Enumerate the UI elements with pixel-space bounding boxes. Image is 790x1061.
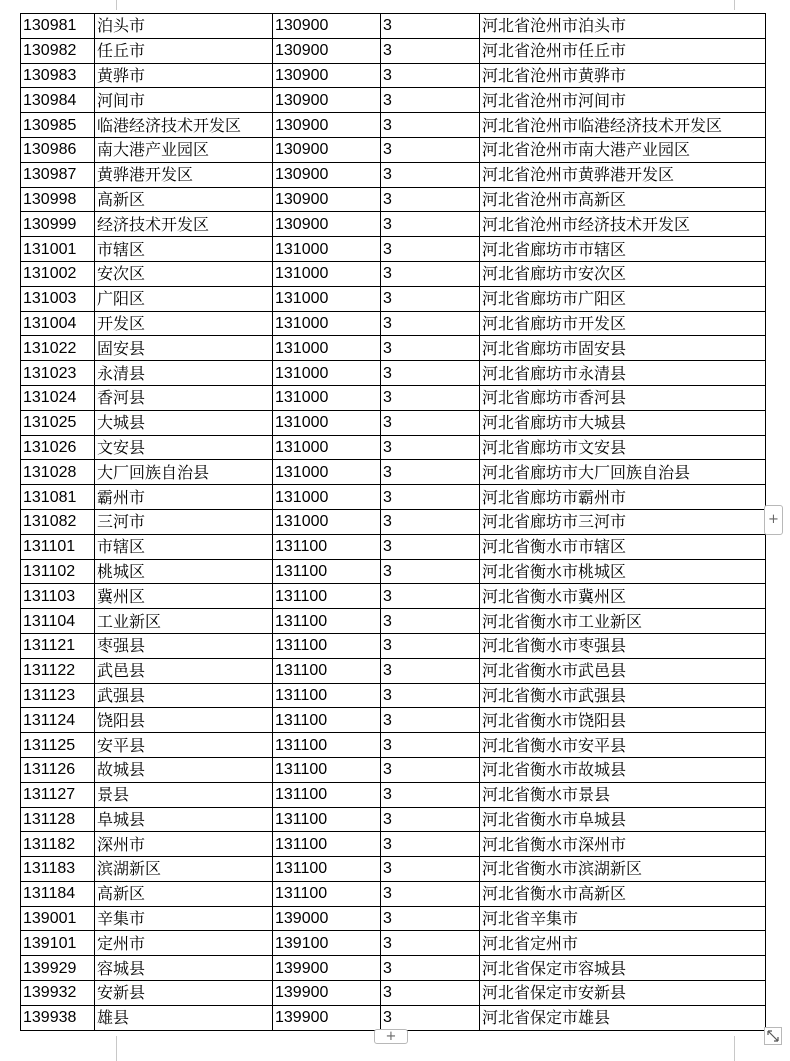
level-cell[interactable]: 3 xyxy=(381,460,480,485)
region-code-cell[interactable]: 131124 xyxy=(21,708,95,733)
level-cell[interactable]: 3 xyxy=(381,162,480,187)
region-name-cell[interactable]: 阜城县 xyxy=(95,807,273,832)
full-name-cell[interactable]: 河北省廊坊市大城县 xyxy=(480,410,766,435)
region-code-cell[interactable]: 131002 xyxy=(21,261,95,286)
full-name-cell[interactable]: 河北省廊坊市霸州市 xyxy=(480,485,766,510)
parent-code-cell[interactable]: 131100 xyxy=(273,881,381,906)
region-code-cell[interactable]: 139932 xyxy=(21,981,95,1006)
full-name-cell[interactable]: 河北省衡水市故城县 xyxy=(480,757,766,782)
resize-diagonal-icon xyxy=(765,1028,781,1044)
parent-code-cell[interactable]: 130900 xyxy=(273,88,381,113)
table-row xyxy=(21,584,766,609)
region-name-cell[interactable]: 武邑县 xyxy=(95,658,273,683)
region-code-cell[interactable]: 130998 xyxy=(21,187,95,212)
table-row xyxy=(21,931,766,956)
table-row xyxy=(21,14,766,39)
table-row xyxy=(21,162,766,187)
region-code-cell[interactable]: 139101 xyxy=(21,931,95,956)
parent-code-cell[interactable]: 131000 xyxy=(273,460,381,485)
region-name-cell[interactable]: 黄骅市 xyxy=(95,63,273,88)
table-row xyxy=(21,460,766,485)
level-cell[interactable]: 3 xyxy=(381,683,480,708)
level-cell[interactable]: 3 xyxy=(381,509,480,534)
level-cell[interactable]: 3 xyxy=(381,485,480,510)
full-name-cell[interactable]: 河北省衡水市武邑县 xyxy=(480,658,766,683)
table-row xyxy=(21,733,766,758)
full-name-cell[interactable]: 河北省廊坊市永清县 xyxy=(480,361,766,386)
table-row xyxy=(21,534,766,559)
region-code-cell[interactable]: 131127 xyxy=(21,782,95,807)
region-name-cell[interactable]: 辛集市 xyxy=(95,906,273,931)
level-cell[interactable]: 3 xyxy=(381,559,480,584)
parent-code-cell[interactable]: 139900 xyxy=(273,1005,381,1030)
parent-code-cell[interactable]: 130900 xyxy=(273,187,381,212)
full-name-cell[interactable]: 河北省廊坊市安次区 xyxy=(480,261,766,286)
region-code-cell[interactable]: 131028 xyxy=(21,460,95,485)
region-code-cell[interactable]: 130981 xyxy=(21,14,95,39)
region-name-cell[interactable]: 饶阳县 xyxy=(95,708,273,733)
full-name-cell[interactable]: 河北省定州市 xyxy=(480,931,766,956)
full-name-cell[interactable]: 河北省沧州市黄骅市 xyxy=(480,63,766,88)
level-cell[interactable]: 3 xyxy=(381,261,480,286)
level-cell[interactable]: 3 xyxy=(381,435,480,460)
region-code-cell[interactable]: 131082 xyxy=(21,509,95,534)
table-row xyxy=(21,609,766,634)
full-name-cell[interactable]: 河北省廊坊市香河县 xyxy=(480,385,766,410)
region-name-cell[interactable]: 安次区 xyxy=(95,261,273,286)
level-cell[interactable]: 3 xyxy=(381,237,480,262)
table-body xyxy=(21,14,766,1031)
table-row xyxy=(21,633,766,658)
region-name-cell[interactable]: 三河市 xyxy=(95,509,273,534)
parent-code-cell[interactable]: 130900 xyxy=(273,137,381,162)
region-code-cell[interactable]: 131184 xyxy=(21,881,95,906)
region-code-cell[interactable]: 139001 xyxy=(21,906,95,931)
parent-code-cell[interactable]: 139000 xyxy=(273,906,381,931)
region-code-cell[interactable]: 131121 xyxy=(21,633,95,658)
level-cell[interactable]: 3 xyxy=(381,38,480,63)
parent-code-cell[interactable]: 131000 xyxy=(273,410,381,435)
parent-code-cell[interactable]: 131100 xyxy=(273,857,381,882)
region-name-cell[interactable]: 临港经济技术开发区 xyxy=(95,113,273,138)
region-code-cell[interactable]: 131103 xyxy=(21,584,95,609)
table-row xyxy=(21,981,766,1006)
level-cell[interactable]: 3 xyxy=(381,733,480,758)
table-row xyxy=(21,881,766,906)
level-cell[interactable]: 3 xyxy=(381,609,480,634)
full-name-cell[interactable]: 河北省廊坊市市辖区 xyxy=(480,237,766,262)
region-code-table xyxy=(20,13,766,1031)
full-name-cell[interactable]: 河北省沧州市黄骅港开发区 xyxy=(480,162,766,187)
full-name-cell[interactable]: 河北省沧州市高新区 xyxy=(480,187,766,212)
region-name-cell[interactable]: 大厂回族自治县 xyxy=(95,460,273,485)
region-name-cell[interactable]: 高新区 xyxy=(95,187,273,212)
table-row xyxy=(21,311,766,336)
region-code-cell[interactable]: 131024 xyxy=(21,385,95,410)
level-cell[interactable]: 3 xyxy=(381,708,480,733)
full-name-cell[interactable]: 河北省保定市容城县 xyxy=(480,956,766,981)
full-name-cell[interactable]: 河北省沧州市河间市 xyxy=(480,88,766,113)
region-code-cell[interactable]: 131182 xyxy=(21,832,95,857)
region-code-cell[interactable]: 131128 xyxy=(21,807,95,832)
full-name-cell[interactable]: 河北省衡水市武强县 xyxy=(480,683,766,708)
region-code-cell[interactable]: 131101 xyxy=(21,534,95,559)
region-code-cell[interactable]: 131022 xyxy=(21,336,95,361)
region-code-cell[interactable]: 131123 xyxy=(21,683,95,708)
full-name-cell[interactable]: 河北省廊坊市文安县 xyxy=(480,435,766,460)
full-name-cell[interactable]: 河北省沧州市临港经济技术开发区 xyxy=(480,113,766,138)
region-code-cell[interactable]: 131004 xyxy=(21,311,95,336)
level-cell[interactable]: 3 xyxy=(381,187,480,212)
region-code-cell[interactable]: 130984 xyxy=(21,88,95,113)
page-corner-mark xyxy=(116,1036,117,1061)
level-cell[interactable]: 3 xyxy=(381,931,480,956)
table-row xyxy=(21,63,766,88)
parent-code-cell[interactable]: 130900 xyxy=(273,14,381,39)
parent-code-cell[interactable]: 131100 xyxy=(273,832,381,857)
table-row xyxy=(21,38,766,63)
table-row xyxy=(21,832,766,857)
level-cell[interactable]: 3 xyxy=(381,113,480,138)
full-name-cell[interactable]: 河北省沧州市任丘市 xyxy=(480,38,766,63)
region-code-cell[interactable]: 131025 xyxy=(21,410,95,435)
region-name-cell[interactable]: 容城县 xyxy=(95,956,273,981)
parent-code-cell[interactable]: 131100 xyxy=(273,757,381,782)
table-row xyxy=(21,509,766,534)
level-cell[interactable]: 3 xyxy=(381,633,480,658)
table-row xyxy=(21,385,766,410)
region-name-cell[interactable]: 南大港产业园区 xyxy=(95,137,273,162)
level-cell[interactable]: 3 xyxy=(381,286,480,311)
full-name-cell[interactable]: 河北省沧州市经济技术开发区 xyxy=(480,212,766,237)
table-row xyxy=(21,410,766,435)
level-cell[interactable]: 3 xyxy=(381,311,480,336)
region-name-cell[interactable]: 滨湖新区 xyxy=(95,857,273,882)
region-name-cell[interactable]: 高新区 xyxy=(95,881,273,906)
table-row xyxy=(21,485,766,510)
full-name-cell[interactable]: 河北省衡水市市辖区 xyxy=(480,534,766,559)
parent-code-cell[interactable]: 130900 xyxy=(273,162,381,187)
full-name-cell[interactable]: 河北省沧州市泊头市 xyxy=(480,14,766,39)
parent-code-cell[interactable]: 131000 xyxy=(273,286,381,311)
region-code-cell[interactable]: 130982 xyxy=(21,38,95,63)
region-name-cell[interactable]: 景县 xyxy=(95,782,273,807)
full-name-cell[interactable]: 河北省廊坊市固安县 xyxy=(480,336,766,361)
region-name-cell[interactable]: 冀州区 xyxy=(95,584,273,609)
parent-code-cell[interactable]: 131100 xyxy=(273,807,381,832)
level-cell[interactable]: 3 xyxy=(381,336,480,361)
full-name-cell[interactable]: 河北省辛集市 xyxy=(480,906,766,931)
add-column-button[interactable]: + xyxy=(764,505,783,535)
full-name-cell[interactable]: 河北省衡水市高新区 xyxy=(480,881,766,906)
level-cell[interactable]: 3 xyxy=(381,782,480,807)
table-row xyxy=(21,658,766,683)
table-row xyxy=(21,261,766,286)
parent-code-cell[interactable]: 131100 xyxy=(273,658,381,683)
parent-code-cell[interactable]: 131000 xyxy=(273,361,381,386)
level-cell[interactable]: 3 xyxy=(381,881,480,906)
region-code-cell[interactable]: 131023 xyxy=(21,361,95,386)
level-cell[interactable]: 3 xyxy=(381,658,480,683)
full-name-cell[interactable]: 河北省衡水市工业新区 xyxy=(480,609,766,634)
parent-code-cell[interactable]: 131000 xyxy=(273,435,381,460)
region-name-cell[interactable]: 黄骅港开发区 xyxy=(95,162,273,187)
table-resize-handle[interactable] xyxy=(764,1027,782,1045)
region-name-cell[interactable]: 开发区 xyxy=(95,311,273,336)
parent-code-cell[interactable]: 131100 xyxy=(273,633,381,658)
region-name-cell[interactable]: 武强县 xyxy=(95,683,273,708)
level-cell[interactable]: 3 xyxy=(381,981,480,1006)
parent-code-cell[interactable]: 130900 xyxy=(273,38,381,63)
add-row-button[interactable]: + xyxy=(374,1029,408,1044)
level-cell[interactable]: 3 xyxy=(381,410,480,435)
parent-code-cell[interactable]: 131100 xyxy=(273,683,381,708)
full-name-cell[interactable]: 河北省衡水市深州市 xyxy=(480,832,766,857)
region-code-cell[interactable]: 131001 xyxy=(21,237,95,262)
table-row xyxy=(21,137,766,162)
parent-code-cell[interactable]: 131000 xyxy=(273,311,381,336)
level-cell[interactable]: 3 xyxy=(381,361,480,386)
table-row xyxy=(21,237,766,262)
level-cell[interactable]: 3 xyxy=(381,956,480,981)
table-row xyxy=(21,435,766,460)
parent-code-cell[interactable]: 131000 xyxy=(273,485,381,510)
parent-code-cell[interactable]: 130900 xyxy=(273,113,381,138)
parent-code-cell[interactable]: 131100 xyxy=(273,584,381,609)
region-name-cell[interactable]: 任丘市 xyxy=(95,38,273,63)
region-code-cell[interactable]: 131122 xyxy=(21,658,95,683)
region-name-cell[interactable]: 枣强县 xyxy=(95,633,273,658)
region-name-cell[interactable]: 安平县 xyxy=(95,733,273,758)
table-row xyxy=(21,286,766,311)
region-name-cell[interactable]: 经济技术开发区 xyxy=(95,212,273,237)
region-name-cell[interactable]: 定州市 xyxy=(95,931,273,956)
region-code-cell[interactable]: 131126 xyxy=(21,757,95,782)
region-name-cell[interactable]: 大城县 xyxy=(95,410,273,435)
level-cell[interactable]: 3 xyxy=(381,88,480,113)
full-name-cell[interactable]: 河北省衡水市桃城区 xyxy=(480,559,766,584)
full-name-cell[interactable]: 河北省廊坊市大厂回族自治县 xyxy=(480,460,766,485)
level-cell[interactable]: 3 xyxy=(381,757,480,782)
parent-code-cell[interactable]: 131100 xyxy=(273,609,381,634)
region-code-cell[interactable]: 130985 xyxy=(21,113,95,138)
table-row xyxy=(21,857,766,882)
full-name-cell[interactable]: 河北省保定市雄县 xyxy=(480,1005,766,1030)
level-cell[interactable]: 3 xyxy=(381,534,480,559)
region-code-cell[interactable]: 130987 xyxy=(21,162,95,187)
table-row xyxy=(21,88,766,113)
region-code-cell[interactable]: 130986 xyxy=(21,137,95,162)
level-cell[interactable]: 3 xyxy=(381,385,480,410)
table-row xyxy=(21,559,766,584)
parent-code-cell[interactable]: 131000 xyxy=(273,385,381,410)
table-row xyxy=(21,807,766,832)
full-name-cell[interactable]: 河北省保定市安新县 xyxy=(480,981,766,1006)
parent-code-cell[interactable]: 131100 xyxy=(273,534,381,559)
level-cell[interactable]: 3 xyxy=(381,1005,480,1030)
table-row xyxy=(21,212,766,237)
region-name-cell[interactable]: 雄县 xyxy=(95,1005,273,1030)
region-code-cell[interactable]: 131003 xyxy=(21,286,95,311)
region-name-cell[interactable]: 安新县 xyxy=(95,981,273,1006)
page-corner-mark xyxy=(734,0,735,10)
full-name-cell[interactable]: 河北省衡水市安平县 xyxy=(480,733,766,758)
level-cell[interactable]: 3 xyxy=(381,832,480,857)
parent-code-cell[interactable]: 131000 xyxy=(273,336,381,361)
table-row xyxy=(21,187,766,212)
region-code-cell[interactable]: 131183 xyxy=(21,857,95,882)
parent-code-cell[interactable]: 131000 xyxy=(273,261,381,286)
region-code-cell[interactable]: 130983 xyxy=(21,63,95,88)
region-name-cell[interactable]: 市辖区 xyxy=(95,237,273,262)
full-name-cell[interactable]: 河北省衡水市冀州区 xyxy=(480,584,766,609)
region-code-cell[interactable]: 139929 xyxy=(21,956,95,981)
parent-code-cell[interactable]: 131100 xyxy=(273,733,381,758)
parent-code-cell[interactable]: 131100 xyxy=(273,708,381,733)
table-row xyxy=(21,361,766,386)
region-name-cell[interactable]: 市辖区 xyxy=(95,534,273,559)
table-row xyxy=(21,757,766,782)
page-corner-mark xyxy=(734,1036,735,1061)
region-code-cell[interactable]: 131081 xyxy=(21,485,95,510)
parent-code-cell[interactable]: 130900 xyxy=(273,63,381,88)
table-row xyxy=(21,956,766,981)
parent-code-cell[interactable]: 139900 xyxy=(273,981,381,1006)
full-name-cell[interactable]: 河北省廊坊市开发区 xyxy=(480,311,766,336)
region-name-cell[interactable]: 深州市 xyxy=(95,832,273,857)
full-name-cell[interactable]: 河北省廊坊市三河市 xyxy=(480,509,766,534)
region-name-cell[interactable]: 工业新区 xyxy=(95,609,273,634)
table-row xyxy=(21,336,766,361)
region-name-cell[interactable]: 文安县 xyxy=(95,435,273,460)
table-row xyxy=(21,782,766,807)
table-row xyxy=(21,683,766,708)
full-name-cell[interactable]: 河北省衡水市枣强县 xyxy=(480,633,766,658)
region-name-cell[interactable]: 固安县 xyxy=(95,336,273,361)
parent-code-cell[interactable]: 131100 xyxy=(273,782,381,807)
level-cell[interactable]: 3 xyxy=(381,906,480,931)
region-code-cell[interactable]: 131026 xyxy=(21,435,95,460)
full-name-cell[interactable]: 河北省衡水市饶阳县 xyxy=(480,708,766,733)
full-name-cell[interactable]: 河北省廊坊市广阳区 xyxy=(480,286,766,311)
region-name-cell[interactable]: 广阳区 xyxy=(95,286,273,311)
parent-code-cell[interactable]: 139900 xyxy=(273,956,381,981)
region-code-cell[interactable]: 131102 xyxy=(21,559,95,584)
level-cell[interactable]: 3 xyxy=(381,14,480,39)
table-row xyxy=(21,1005,766,1030)
region-code-cell[interactable]: 131104 xyxy=(21,609,95,634)
region-code-cell[interactable]: 139938 xyxy=(21,1005,95,1030)
full-name-cell[interactable]: 河北省衡水市滨湖新区 xyxy=(480,857,766,882)
region-name-cell[interactable]: 霸州市 xyxy=(95,485,273,510)
region-name-cell[interactable]: 香河县 xyxy=(95,385,273,410)
full-name-cell[interactable]: 河北省沧州市南大港产业园区 xyxy=(480,137,766,162)
full-name-cell[interactable]: 河北省衡水市景县 xyxy=(480,782,766,807)
page-corner-mark xyxy=(116,0,117,10)
parent-code-cell[interactable]: 130900 xyxy=(273,212,381,237)
level-cell[interactable]: 3 xyxy=(381,212,480,237)
region-name-cell[interactable]: 桃城区 xyxy=(95,559,273,584)
region-code-cell[interactable]: 130999 xyxy=(21,212,95,237)
region-name-cell[interactable]: 故城县 xyxy=(95,757,273,782)
region-code-cell[interactable]: 131125 xyxy=(21,733,95,758)
parent-code-cell[interactable]: 131000 xyxy=(273,509,381,534)
parent-code-cell[interactable]: 139100 xyxy=(273,931,381,956)
level-cell[interactable]: 3 xyxy=(381,137,480,162)
table-row xyxy=(21,113,766,138)
parent-code-cell[interactable]: 131100 xyxy=(273,559,381,584)
region-name-cell[interactable]: 河间市 xyxy=(95,88,273,113)
level-cell[interactable]: 3 xyxy=(381,63,480,88)
level-cell[interactable]: 3 xyxy=(381,857,480,882)
region-name-cell[interactable]: 永清县 xyxy=(95,361,273,386)
level-cell[interactable]: 3 xyxy=(381,807,480,832)
full-name-cell[interactable]: 河北省衡水市阜城县 xyxy=(480,807,766,832)
table-row xyxy=(21,708,766,733)
region-name-cell[interactable]: 泊头市 xyxy=(95,14,273,39)
parent-code-cell[interactable]: 131000 xyxy=(273,237,381,262)
table-row xyxy=(21,906,766,931)
level-cell[interactable]: 3 xyxy=(381,584,480,609)
